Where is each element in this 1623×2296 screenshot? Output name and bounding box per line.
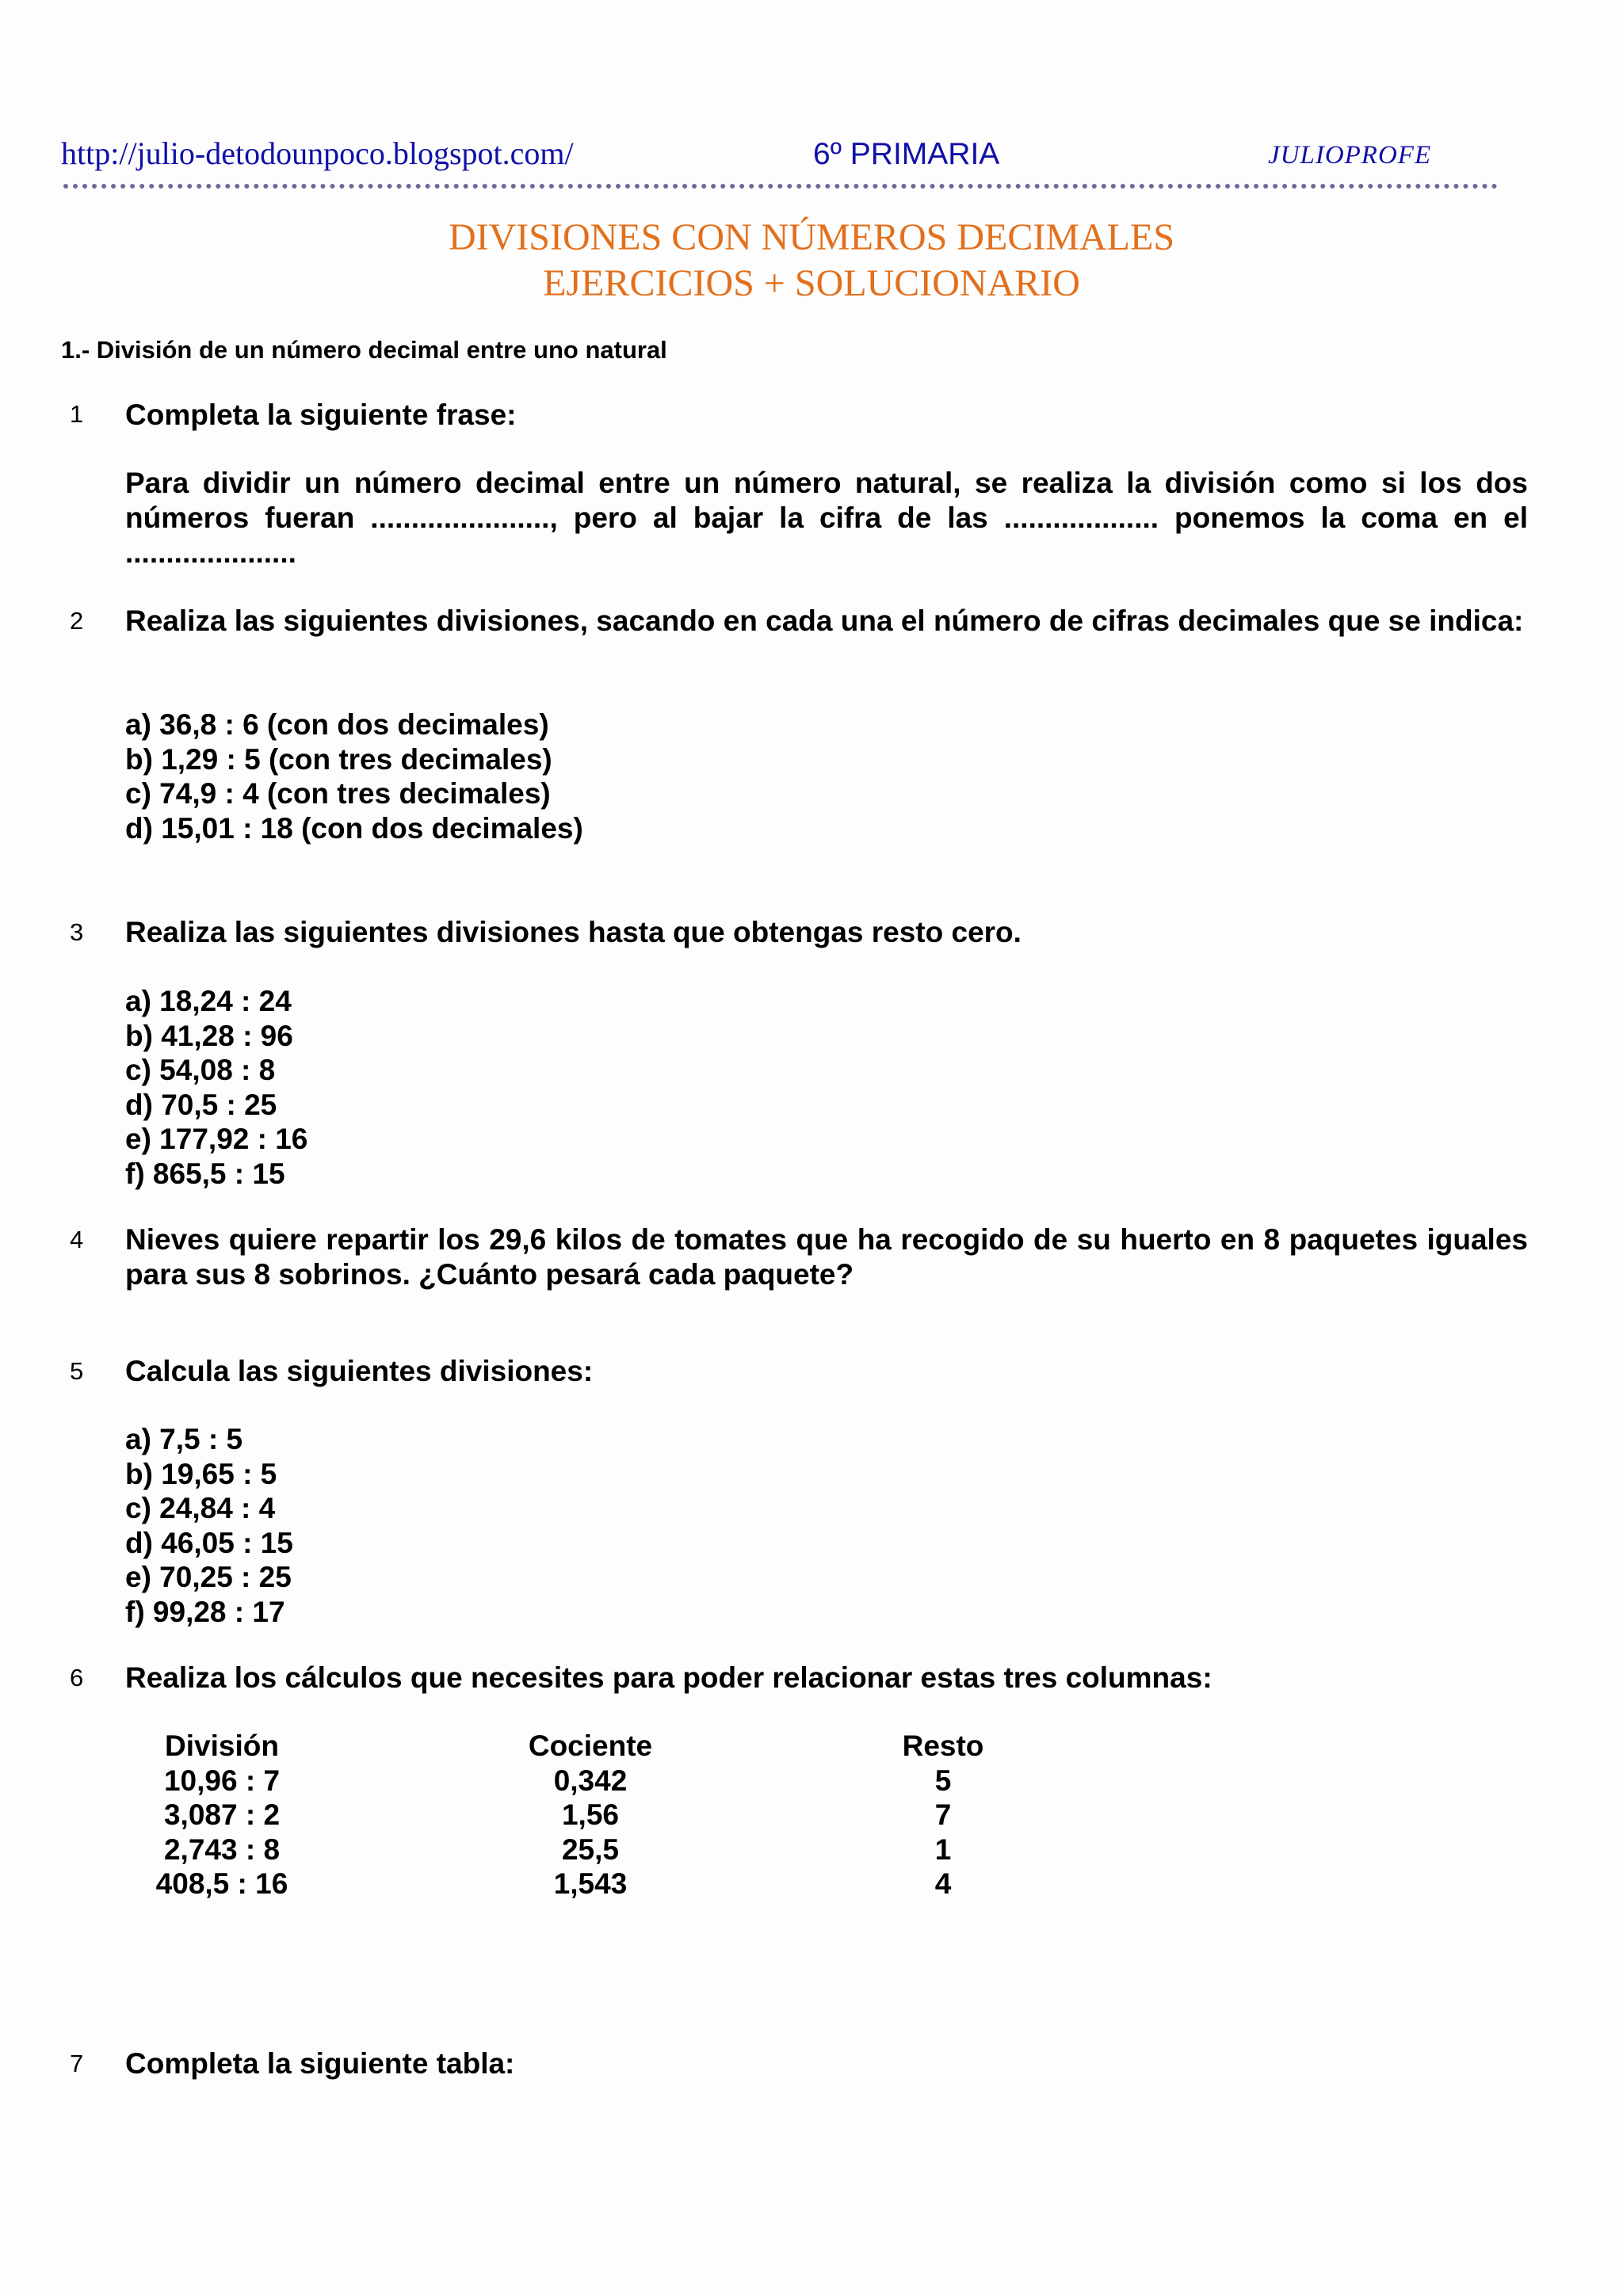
table-cell: 1,543 bbox=[553, 1867, 628, 1901]
exercise-list bbox=[125, 707, 583, 845]
exercise-list bbox=[125, 984, 307, 1192]
table-cell: 408,5 : 16 bbox=[155, 1867, 288, 1901]
question-number: 5 bbox=[70, 1357, 84, 1385]
section-heading: 1.- División de un número decimal entre uno natural bbox=[61, 336, 667, 364]
fill-in-sentence: Para dividir un número decimal entre un número natural, se realiza la división como si los dos números fueran ......................, pero al bajar la cifra de las ................... ponemos la coma en el ..................... bbox=[125, 467, 1528, 569]
table-cell: 10,96 : 7 bbox=[163, 1764, 281, 1797]
question-prompt: Nieves quiere repartir los 29,6 kilos de tomates que ha recogido de su huerto en 8 paquetes iguales para sus 8 sobrinos. ¿Cuánto pesará cada paquete? bbox=[125, 1223, 1528, 1291]
list-item: f) 865,5 : 15 bbox=[125, 1157, 285, 1190]
list-item: b) 1,29 : 5 (con tres decimales) bbox=[125, 742, 552, 776]
page-title: DIVISIONES CON NÚMEROS DECIMALES bbox=[448, 216, 1175, 258]
question-prompt: Completa la siguiente tabla: bbox=[125, 2047, 515, 2080]
list-item: d) 70,5 : 25 bbox=[125, 1088, 277, 1121]
column-header: División bbox=[165, 1730, 279, 1762]
question-number: 7 bbox=[70, 2050, 84, 2077]
list-item: b) 19,65 : 5 bbox=[125, 1457, 277, 1490]
question-prompt: Calcula las siguientes divisiones: bbox=[125, 1355, 594, 1387]
list-item: d) 46,05 : 15 bbox=[125, 1526, 293, 1559]
matching-column-resto bbox=[864, 1729, 1022, 1901]
question-prompt: Realiza las siguientes divisiones, sacando en cada una el número de cifras decimales que se indica: bbox=[125, 605, 1524, 637]
grade-label: 6º PRIMARIA bbox=[813, 137, 1000, 171]
question-prompt: Realiza las siguientes divisiones hasta que obtengas resto cero. bbox=[125, 916, 1022, 948]
page-subtitle: EJERCICIOS + SOLUCIONARIO bbox=[543, 262, 1080, 304]
list-item: a) 36,8 : 6 (con dos decimales) bbox=[125, 708, 549, 741]
list-item: c) 24,84 : 4 bbox=[125, 1492, 276, 1525]
question-prompt: Completa la siguiente frase: bbox=[125, 399, 517, 431]
question-number: 6 bbox=[70, 1664, 84, 1691]
question-number: 1 bbox=[70, 400, 84, 428]
table-cell: 5 bbox=[934, 1764, 952, 1797]
table-cell: 2,743 : 8 bbox=[163, 1833, 281, 1866]
header-divider bbox=[63, 184, 1498, 189]
table-cell: 3,087 : 2 bbox=[163, 1798, 281, 1832]
list-item: a) 18,24 : 24 bbox=[125, 985, 292, 1017]
list-item: c) 54,08 : 8 bbox=[125, 1054, 276, 1087]
list-item: e) 177,92 : 16 bbox=[125, 1123, 308, 1156]
list-item: a) 7,5 : 5 bbox=[125, 1423, 243, 1455]
table-cell: 1,56 bbox=[561, 1798, 619, 1832]
column-header: Resto bbox=[902, 1730, 984, 1762]
list-item: b) 41,28 : 96 bbox=[125, 1019, 293, 1052]
matching-column-cociente bbox=[491, 1729, 689, 1901]
list-item: c) 74,9 : 4 (con tres decimales) bbox=[125, 777, 551, 810]
list-item: d) 15,01 : 18 (con dos decimales) bbox=[125, 811, 583, 845]
table-cell: 25,5 bbox=[561, 1833, 619, 1866]
matching-column-division bbox=[119, 1729, 325, 1901]
table-cell: 1 bbox=[934, 1833, 952, 1866]
list-item: e) 70,25 : 25 bbox=[125, 1561, 292, 1594]
table-cell: 0,342 bbox=[553, 1764, 628, 1797]
question-prompt: Realiza los cálculos que necesites para poder relacionar estas tres columnas: bbox=[125, 1661, 1212, 1694]
blog-url-link[interactable]: http://julio-detodounpoco.blogspot.com/ bbox=[61, 135, 574, 171]
table-cell: 7 bbox=[934, 1798, 952, 1832]
question-number: 2 bbox=[70, 607, 84, 635]
question-number: 3 bbox=[70, 918, 84, 946]
column-header: Cociente bbox=[528, 1730, 653, 1762]
question-number: 4 bbox=[70, 1226, 84, 1253]
exercise-list bbox=[125, 1422, 293, 1630]
list-item: f) 99,28 : 17 bbox=[125, 1595, 285, 1628]
author-label: JULIOPROFE bbox=[1268, 141, 1432, 170]
table-cell: 4 bbox=[934, 1867, 952, 1901]
